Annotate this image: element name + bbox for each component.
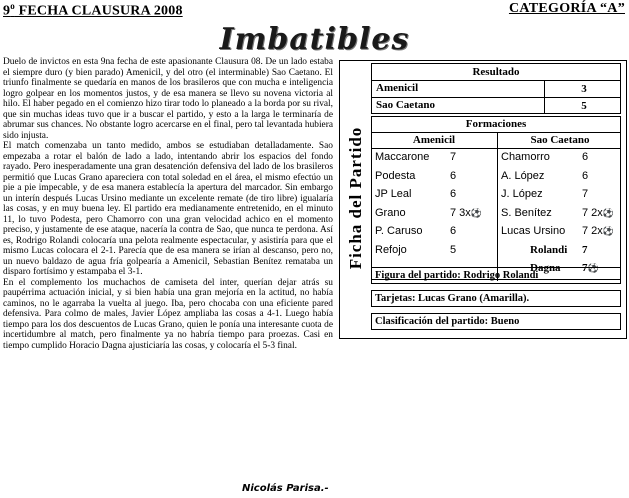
player-name: Podesta (375, 169, 416, 182)
resultado-table (371, 63, 621, 114)
article-paragraph: El match comenzaba un tanto medido, ambos se estudiaban detalladamente. Sao empezaba a rotar el balón de lado a lado, intentando abrir los espacios del fondo rayado. Pero inesperadamente una gran desatención defensiva del lado de los brasileros permitió que Lucas Grano apareciera con total soledad en el área, el mismo efectúo un pie a pie impecable, y de esa manera establecía la apertura del marcador. Sin embargo un interín después Lucas Ursino mediante un excelente remate (de tiro libre) igualaría las cosas, y en muy buena ley. El partido era medianamente entretenido, en el minuto 11, lo tuvo Podesta, pero Chamorro con una gran velocidad achico en el momento preciso, y justamente de ese ataque, nacería la contra de Sao, que nunca te perdona. Así es, Rodrigo Rolandi colocaría una pelota realmente espectacular, y asistiría para que el mismo Lucas colocara el 2-1. Parecía que de esa manera se irían al descanso, pero no, un nuevo baldazo de agua fría golpearía a Amenicil, Sebastian Benítez remataba un disparo fortísimo y estampaba el 3-1. (3, 141, 333, 277)
article-body (3, 57, 333, 351)
article-paragraph: En el complemento los muchachos de camiseta del inter, querían dejar atrás su paupérrima actuación inicial, y si bien había una gran mejoría en la actitud, no había caminos, no le agarraba la vuelta al juego. Iba, pero chocaba con una eficiente pared defensiva. Para colmo de males, Javier López ampliaba las cosas a 4-1. Luego había tiempo para los dos descuentos de Lucas Grano, quien le ponía una interesante cuota de incertidumbre al match, pero finalmente ya no habría tiempo para proezas. Casi en tiempo cumplido Horacio Dagna ajusticiaría las cosas, y colocaría el 5-3 final. (3, 277, 333, 351)
player-rating (582, 188, 588, 200)
formaciones-teams (372, 133, 620, 149)
rating-value: 7 2x (582, 225, 603, 237)
player-rating (582, 151, 588, 163)
goal-ball-icon: ⚽ (602, 226, 615, 236)
rating-value: 7 (582, 188, 589, 200)
rating-value: 7 (450, 151, 457, 163)
player-rating (582, 170, 588, 182)
player-name: S. Benítez (501, 206, 552, 219)
categoria-header: CATEGORÍA “A” (508, 1, 625, 16)
goal-ball-icon: ⚽ (602, 207, 615, 218)
fecha-header (3, 1, 183, 20)
formaciones-header: Formaciones (372, 117, 620, 133)
player-name: Refojo (375, 243, 407, 256)
goal-ball-icon: ⚽ (470, 207, 483, 218)
fecha-label: FECHA CLAUSURA 2008 (14, 3, 183, 19)
rating-value: 6 (450, 169, 457, 182)
formaciones-players (372, 149, 620, 281)
player-rating (582, 225, 614, 237)
rating-value: 6 (582, 169, 589, 182)
resultado-row-away (372, 98, 620, 114)
tarjetas: Tarjetas: Lucas Grano (Amarilla). (371, 290, 621, 307)
column-divider (497, 149, 498, 281)
player-rating (582, 244, 588, 256)
rating-value: 5 (450, 243, 457, 256)
player-name: Dagna (530, 262, 561, 274)
rating-value: 7 (582, 262, 588, 274)
rating-value: 7 2x (582, 206, 603, 219)
rating-value: 7 (582, 243, 588, 256)
player-rating (582, 207, 614, 219)
player-rating (450, 207, 482, 219)
player-name: Grano (375, 206, 406, 219)
resultado-goals: 5 (544, 98, 623, 114)
resultado-team: Amenicil (376, 82, 419, 94)
article-paragraph: Duelo de invictos en esta 9na fecha de este apasionante Clausura 08. De un lado estaba el siempre duro (y bien parado) Amenicil, y del otro (el interminable) Sao Caetano. El triunfo finalmente se quedaría en manos de los brasileros que con mucha e inteligencia logro golpear en los momentos justos, y de esa manera se llevo su novena victoria al hilo. El haber pegado en el comienzo hizo tirar todo lo planeado a la borda por su rival, que sin muchas ideas tuvo que ir a buscar el partido, y esto a la larga le terminaría de abrumar sus chances. No obstante logro acercarse en el final, pero tal levantada hubiera sido injusta. (3, 57, 333, 141)
figura-del-partido: Figura del partido: Rodrigo Rolandi (371, 267, 621, 284)
page-title: Imbatibles (219, 22, 410, 57)
player-name: Rolandi (530, 243, 568, 256)
rating-value: 6 (450, 225, 457, 237)
player-name: Lucas Ursino (501, 225, 566, 237)
goal-ball-icon: ⚽ (587, 263, 599, 273)
formaciones-table (371, 116, 621, 280)
player-rating (450, 151, 456, 163)
resultado-header: Resultado (372, 64, 620, 81)
player-rating (450, 244, 456, 256)
ficha-side-label (341, 68, 371, 328)
away-team-name: Sao Caetano (497, 133, 622, 148)
player-name: Maccarone (375, 151, 430, 163)
author-signature: Nicolás Parisa.- (242, 483, 329, 494)
resultado-goals: 3 (544, 81, 623, 97)
fecha-number: 9 (3, 3, 11, 19)
player-rating (450, 188, 456, 200)
player-rating (450, 170, 456, 182)
player-name: JP Leal (375, 188, 412, 200)
player-rating (450, 225, 456, 237)
rating-value: 7 3x (450, 206, 471, 219)
rating-value: 6 (450, 188, 457, 200)
resultado-row-home (372, 81, 620, 98)
rating-value: 6 (582, 151, 589, 163)
resultado-team: Sao Caetano (376, 99, 435, 111)
player-name: P. Caruso (375, 225, 423, 237)
player-name: A. López (501, 169, 545, 182)
player-name: J. López (501, 188, 543, 200)
ficha-side-text: Ficha del Partido (346, 126, 365, 270)
player-name: Chamorro (501, 151, 550, 163)
clasificacion: Clasificación del partido: Bueno (371, 313, 621, 330)
fecha-superscript: o (10, 1, 15, 11)
home-team-name: Amenicil (412, 134, 456, 146)
